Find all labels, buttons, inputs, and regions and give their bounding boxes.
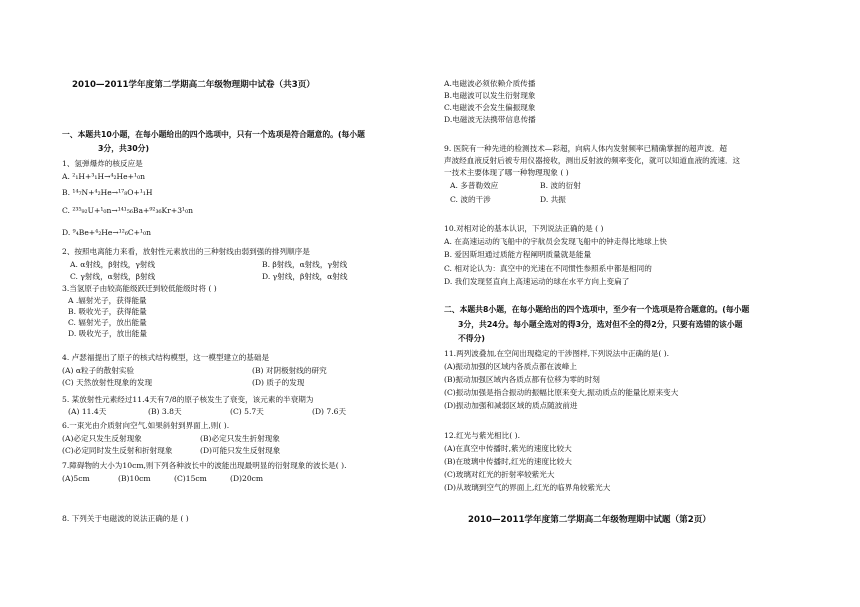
q3-option-a: A .辐射光子，获得能量 xyxy=(68,296,147,305)
q7-stem: 7.障碍物的大小为10cm,则下列各种波长中的波能出现最明显的衍射现象的波长是( ). xyxy=(62,461,347,470)
q8-option-a: A.电磁波必须依赖介质传播 xyxy=(444,79,536,88)
q9-line-1: 9. 医院有一种先进的检测技术—彩超，向病人体内发射频率已精确掌握的超声波．超 xyxy=(444,144,728,153)
q6-option-c: (C)必定同时发生反射和折射现象 xyxy=(62,446,173,455)
section-1-instruction: 一、本题共10小题，在每小题给出的四个选项中，只有一个选项是符合题意的。(每小题 xyxy=(62,130,365,139)
q8-option-b: B.电磁波可以发生衍射现象 xyxy=(444,91,536,100)
q11-option-d: (D)振动加强和减弱区域的质点随波前进 xyxy=(444,401,578,410)
q4-option-d: (D) 质子的发现 xyxy=(252,378,305,387)
q9-line-2: 声波经血液反射后被专用仪器接收，测出反射波的频率变化，就可以知道血液的流速．这 xyxy=(444,156,741,165)
q3-stem: 3.当氢原子由较高能级跃迁到较低能级时将 ( ) xyxy=(62,284,217,293)
q1-option-c: C. ²³⁵₉₂U+¹₀n→¹⁴¹₅₆Ba+⁹²₃₆Kr+3¹₀n xyxy=(62,206,194,215)
q6-option-a: (A)必定只发生反射现象 xyxy=(62,434,142,443)
q2-stem: 2、按照电离能力来看，放射性元素放出的三种射线由弱到强的排列顺序是 xyxy=(62,247,310,256)
q4-option-b: (B) 对阴极射线的研究 xyxy=(252,366,327,375)
q5-option-b: (B) 3.8天 xyxy=(148,407,182,416)
page-title: 2010—2011学年度第二学期高二年级物理期中试卷（共3页） xyxy=(72,80,315,90)
q9-option-b: B. 波的衍射 xyxy=(540,181,581,190)
q2-option-a: A. α射线，β射线，γ射线 xyxy=(70,260,156,269)
section-2-instruction-end: 不得分) xyxy=(458,334,485,343)
q12-option-c: (C)玻璃对红光的折射率较紫光大 xyxy=(444,470,555,479)
q11-option-c: (C)振动加强是指合振动的振幅比原来变大,振动质点的能量比原来变大 xyxy=(444,388,679,397)
q3-option-b: B. 吸收光子，获得能量 xyxy=(68,307,147,316)
q2-option-b: B. β射线，α射线，γ射线 xyxy=(262,260,348,269)
section-2-instruction-cont: 3分，共24分。每小题全选对的得3分，选对但不全的得2分，只要有选错的该小题 xyxy=(458,320,743,329)
q4-stem: 4. 卢瑟福提出了原子的核式结构模型，这一模型建立的基础是 xyxy=(62,353,270,362)
q5-option-c: (C) 5.7天 xyxy=(230,407,264,416)
q1-option-b: B. ¹⁴₇N+⁴₂He→¹⁷₈O+¹₁H xyxy=(62,188,153,197)
q10-stem: 10.对相对论的基本认识，下列说法正确的是 ( ) xyxy=(444,224,604,233)
q3-option-c: C. 辐射光子，放出能量 xyxy=(68,318,147,327)
q9-line-3: 一技术主要体现了哪一种物理现象 ( ) xyxy=(444,168,569,177)
q7-option-d: (D)20cm xyxy=(230,474,264,483)
q2-option-c: C. γ射线，α射线，β射线 xyxy=(70,272,156,281)
q9-option-d: D. 共振 xyxy=(540,195,566,204)
page-footer: 2010—2011学年度第二学期高二年级物理期中试题（第2页） xyxy=(468,515,711,525)
q1-option-d: D. ⁹₄Be+⁴₂He→¹²₆C+¹₀n xyxy=(62,228,152,237)
q6-option-d: (D)可能只发生反射现象 xyxy=(200,446,281,455)
section-1-instruction-cont: 3分，共30分) xyxy=(98,144,150,153)
q3-option-d: D. 吸收光子，放出能量 xyxy=(68,329,147,338)
q11-option-a: (A)振动加强的区域内各质点都在波峰上 xyxy=(444,362,577,371)
section-2-instruction: 二、本题共8小题，在每小题给出的四个选项中，至少有一个选项是符合题意的。(每小题 xyxy=(444,305,750,314)
q9-option-a: A. 多普勒效应 xyxy=(450,181,499,190)
q5-stem: 5. 某放射性元素经过11.4天有7/8的原子核发生了衰变，该元素的半衰期为 xyxy=(62,395,314,404)
q8-option-c: C.电磁波不会发生偏振现象 xyxy=(444,103,536,112)
q8-stem: 8. 下列关于电磁波的说法正确的是 ( ) xyxy=(62,514,189,523)
q4-option-c: (C) 天然放射性现象的发现 xyxy=(62,378,153,387)
q9-option-c: C. 波的干涉 xyxy=(450,195,491,204)
q6-option-b: (B)必定只发生折射现象 xyxy=(200,434,280,443)
q7-option-a: (A)5cm xyxy=(62,474,90,483)
q4-option-a: (A) α粒子的散射实验 xyxy=(62,366,135,375)
q11-stem: 11.两列波叠加,在空间出现稳定的干涉图样,下列说法中正确的是( ). xyxy=(444,349,670,358)
q10-option-a: A. 在高速运动的飞船中的宇航员会发现飞船中的钟走得比地球上快 xyxy=(444,237,667,246)
q7-option-c: (C)15cm xyxy=(174,474,207,483)
q10-option-d: D. 我们发现竖直向上高速运动的球在水平方向上变扁了 xyxy=(444,277,630,286)
q8-option-d: D.电磁波无法携带信息传播 xyxy=(444,115,536,124)
q12-option-d: (D)从玻璃到空气的界面上,红光的临界角较紫光大 xyxy=(444,483,611,492)
q5-option-a: (A) 11.4天 xyxy=(68,407,107,416)
q7-option-b: (B)10cm xyxy=(118,474,151,483)
q12-stem: 12.红光与紫光相比( ). xyxy=(444,431,520,440)
q12-option-b: (B)在玻璃中传播时,红光的速度比较大 xyxy=(444,457,572,466)
q11-option-b: (B)振动加强区域内各质点都有位移为零的时刻 xyxy=(444,375,600,384)
q1-stem: 1、氢弹爆炸的核反应是 xyxy=(62,159,143,168)
q1-option-a: A. ²₁H+³₁H→⁴₂He+¹₀n xyxy=(62,172,146,181)
q6-stem: 6.一束光由介质射向空气,如果斜射到界面上,则( ). xyxy=(62,421,230,430)
q10-option-c: C. 相对论认为：真空中的光速在不同惯性参照系中都是相同的 xyxy=(444,264,652,273)
q12-option-a: (A)在真空中传播时,紫光的速度比较大 xyxy=(444,444,572,453)
q10-option-b: B. 爱因斯坦通过质能方程阐明质量就是能量 xyxy=(444,250,592,259)
q2-option-d: D. γ射线，β射线，α射线 xyxy=(262,272,348,281)
q5-option-d: (D) 7.6天 xyxy=(312,407,347,416)
